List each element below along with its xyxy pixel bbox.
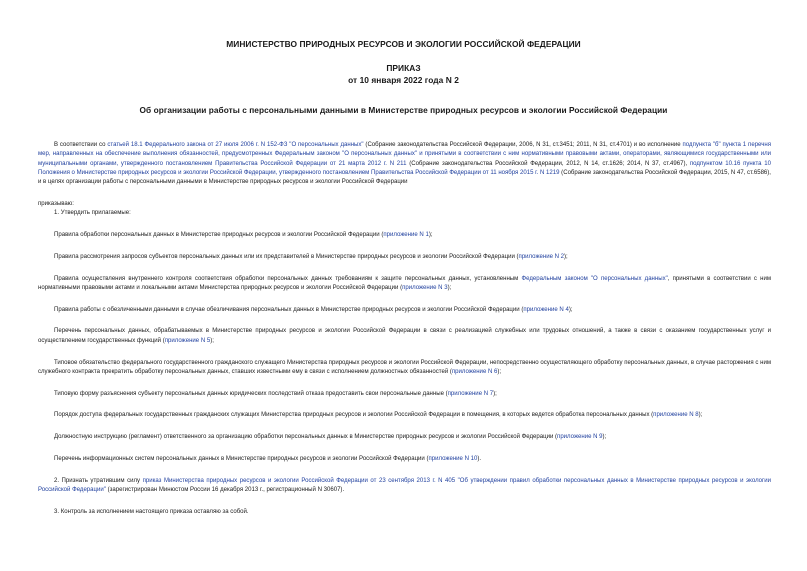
- approved-item-tail: );: [497, 368, 502, 375]
- ministry-name: МИНИСТЕРСТВО ПРИРОДНЫХ РЕСУРСОВ И ЭКОЛОГИИ РОССИЙСКОЙ ФЕДЕРАЦИИ: [226, 39, 581, 49]
- approved-item-tail: );: [447, 285, 452, 291]
- approved-item-2: [38, 253, 771, 262]
- item-2-text-1: 2. Признать утратившим силу: [54, 477, 143, 484]
- approved-item-5: [38, 327, 771, 346]
- item-2-text-2: (зарегистрирован Минюстом России 16 декабря 2013 г., регистрационный N 30607).: [105, 486, 345, 493]
- approved-item-text: Правила обработки персональных данных в Министерстве природных ресурсов и экологии Российской Федерации (: [54, 232, 384, 239]
- approved-item-tail: );: [564, 253, 568, 260]
- preamble-text-4: (Собрание законодательства Российской Федерации, 2015, N 47, ст.6586), и в целях организации работы с персональными данными в Министерстве природных ресурсов и экологии Российской Федерации: [38, 170, 771, 186]
- appendix-2-link[interactable]: приложение N 2: [518, 253, 565, 260]
- approved-item-10: [38, 455, 771, 464]
- approved-item-tail: );: [493, 390, 497, 397]
- appendix-4-link[interactable]: приложение N 4: [523, 306, 569, 313]
- appendix-6-link[interactable]: приложение N 6: [451, 368, 498, 375]
- approved-item-text: Правила работы с обезличенными данными в случае обезличивания персональных данных в Министерстве природных ресурсов и экологии Российской Федерации (: [54, 306, 524, 313]
- ministry-regulation-link[interactable]: подпунктом 10.16 пункта 10 Положения о Министерстве природных ресурсов и экологии Российской Федерации, утвержденного постановлением Правительства Российской Федерации от 11 ноября 2015 г. N 1219: [38, 160, 771, 177]
- approved-item-text: Перечень информационных систем персональных данных в Министерстве природных ресурсов и экологии Российской Федерации (: [54, 455, 429, 462]
- personal-data-law-link[interactable]: Федеральным законом "О персональных данных": [521, 275, 668, 282]
- document-type: ПРИКАЗ: [386, 63, 421, 73]
- approved-item-tail: );: [210, 337, 214, 344]
- document-date-number: от 10 января 2022 года N 2: [348, 75, 459, 85]
- appendix-7-link[interactable]: приложение N 7: [447, 390, 494, 397]
- approved-item-3: [38, 275, 771, 294]
- approved-item-tail: ).: [477, 455, 482, 462]
- approved-item-mid: , принятыми в соответствии с ним нормативными правовыми актами и локальными актами Министерства природных ресурсов и экологии Российской Федерации (: [38, 275, 771, 291]
- approved-item-tail: );: [602, 434, 607, 441]
- preamble-text-3: (Собрание законодательства Российской Федерации, 2012, N 14, ст.1626; 2014, N 37, ст.4967),: [406, 160, 690, 167]
- approved-item-text: Правила осуществления внутреннего контроля соответствия обработки персональных данных требованиям к защите персональных данных, установленным: [54, 275, 522, 282]
- approved-item-7: [38, 390, 771, 399]
- approved-item-tail: );: [428, 232, 433, 239]
- item-2-paragraph: [38, 477, 771, 496]
- appendix-8-link[interactable]: приложение N 8: [653, 412, 699, 419]
- approved-item-6: [38, 359, 771, 378]
- preamble-text-1: В соответствии со: [54, 142, 108, 148]
- approved-item-4: [38, 306, 771, 315]
- item-1-heading: 1. Утвердить прилагаемые:: [54, 210, 131, 217]
- approved-item-text: Правила рассмотрения запросов субъектов персональных данных или их представителей в Министерстве природных ресурсов и экологии Российской Федерации (: [54, 253, 519, 260]
- appendix-9-link[interactable]: приложение N 9: [557, 434, 603, 441]
- order-word: приказываю:: [38, 201, 74, 208]
- approved-item-text: Типовую форму разъяснения субъекту персональных данных юридических последствий отказа предоставить свои персональные данные (: [54, 390, 448, 397]
- order-405-link[interactable]: приказ Министерства природных ресурсов и экологии Российской Федерации от 23 сентября 2013 г. N 405 "Об утверждении правил обработки персональных данных в Министерстве природных ресурсов и экологии Российской Федерации": [38, 477, 771, 493]
- law-152-link[interactable]: статьей 18.1 Федерального закона от 27 июля 2006 г. N 152-ФЗ "О персональных данных": [107, 142, 364, 148]
- measures-list-link[interactable]: подпункта "б" пункта 1 перечня мер, направленных на обеспечение выполнения обязанностей, предусмотренных Федеральным законом "О персональных данных" и принятыми в соответствии с ним нормативными правовыми актами, операторами, являющимися государственными или муниципальными органами, утвержденного постановлением Правительства Российской Федерации от 21 марта 2012 г. N 211: [38, 142, 771, 167]
- appendix-5-link[interactable]: приложение N 5: [164, 337, 211, 344]
- approved-item-text: Порядок доступа федеральных государственных гражданских служащих Министерства природных ресурсов и экологии Российской Федерации в помещения, в которых ведется обработка персональных данных (: [54, 412, 654, 419]
- approved-item-8: [38, 411, 771, 420]
- appendix-3-link[interactable]: приложение N 3: [402, 285, 448, 291]
- appendix-10-link[interactable]: приложение N 10: [428, 455, 478, 462]
- approved-item-text: Должностную инструкцию (регламент) ответственного за организацию обработки персональных данных в Министерстве природных ресурсов и экологии Российской Федерации (: [54, 434, 558, 441]
- document-body: [38, 141, 771, 517]
- preamble-paragraph: [38, 141, 771, 188]
- approved-item-text: Перечень персональных данных, обрабатываемых в Министерстве природных ресурсов и экологии Российской Федерации в связи с реализацией служебных или трудовых отношений, а также в связи с оказанием государственных услуг и осуществлением государственных функций (: [38, 328, 771, 344]
- approved-item-text: Типовое обязательство федерального государственного гражданского служащего Министерства природных ресурсов и экологии Российской Федерации, непосредственно осуществляющего обработку персональных данных, в случае расторжения с ним служебного контракта прекратить обработку персональных данных, ставших известными ему в связи с исполнением должностных обязанностей (: [38, 359, 771, 375]
- approved-item-tail: );: [568, 306, 573, 313]
- approved-item-1: [38, 231, 771, 240]
- document-subject: Об организации работы с персональными данными в Министерстве природных ресурсов и экологии Российской Федерации: [139, 105, 668, 115]
- approved-item-9: [38, 433, 771, 442]
- item-3-paragraph: 3. Контроль за исполнением настоящего приказа оставляю за собой.: [54, 508, 249, 515]
- approved-item-tail: );: [698, 412, 703, 419]
- appendix-1-link[interactable]: приложение N 1: [383, 232, 429, 239]
- preamble-text-2: (Собрание законодательства Российской Федерации, 2006, N 31, ст.3451; 2011, N 31, ст.4701) и во исполнение: [363, 142, 683, 148]
